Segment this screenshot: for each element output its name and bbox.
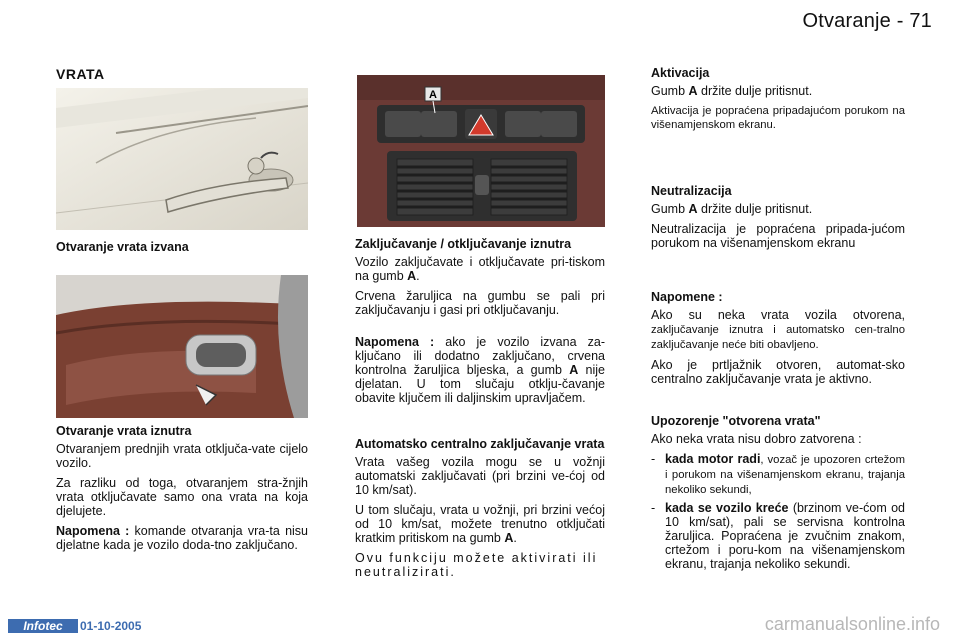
mid-note-button: A [569, 363, 579, 377]
mid-p1-button: A [407, 269, 417, 283]
mid-p5: Ovu funkciju možete aktivirati ili neutralizirati. [355, 551, 598, 579]
mid-p2: Crvena žaruljica na gumbu se pali pri zaključavanju i gasi pri otključavanju. [355, 289, 605, 317]
section-title: VRATA [56, 66, 105, 82]
heading-inside: Otvaranje vrata iznutra [56, 424, 192, 438]
list-item [651, 452, 905, 497]
mid-p1-text: Vozilo zaključavate i otključavate pri-tiskom na gumb [355, 255, 605, 283]
act-p2: Aktivacija je popraćena pripadajućom porukom na višenamjenskom ekranu. [651, 105, 905, 131]
mid-p1-end: . [416, 269, 420, 283]
heading-neutral: Neutralizacija [651, 184, 732, 198]
warn-item2-bold: kada se vozilo kreće [665, 501, 789, 515]
mid-note-label: Napomena : [355, 335, 435, 349]
exterior-handle-photo [56, 88, 308, 230]
footer-date: 01-10-2005 [80, 619, 142, 633]
neu-button: A [688, 202, 698, 216]
notes-p2: Ako je prtljažnik otvoren, automat-sko centralno zaključavanje vrata je aktivno. [651, 358, 905, 386]
mid-note [355, 335, 605, 405]
heading-auto: Automatsko centralno zaključavanje vrata [355, 437, 605, 451]
notes-p1 [651, 308, 905, 352]
heading-activation: Aktivacija [651, 66, 710, 80]
mid-p1 [355, 255, 605, 283]
neu-text: Gumb [651, 202, 689, 216]
heading-warning: Upozorenje "otvorena vrata" [651, 414, 821, 428]
warn-item1-text: , vozač je upozoren crtežom i porukom na višenamjenskom ekranu, trajanja nekoliko sekundi, [665, 454, 905, 496]
warn-item2-text: (brzinom ve-ćom od 10 km/sat), pali se servisna kontrolna žaruljica. Popraćena je zvučnim znakom, crtežom i poru-kom na višenamjenskom ekranu, trajanja nekoliko sekundi. [665, 501, 905, 571]
caption-outside: Otvaranje vrata izvana [56, 240, 189, 254]
mid-note-text: ako je vozilo izvana za-ključano ili dodatno zaključano, crvena kontrolna žaruljica bljeska, a gumb [355, 335, 605, 377]
left-note-text: komande otvaranja vra-ta nisu djelatne kada je vozilo doda-tno zaključano. [56, 524, 308, 552]
heading-lock: Zaključavanje / otključavanje iznutra [355, 237, 572, 251]
mid-p3: Vrata vašeg vozila mogu se u vožnji automatski zaključavati (pri brzini ve-ćoj od 10 km/sat). [355, 455, 605, 497]
interior-handle-photo [56, 275, 308, 418]
button-a-label: A [429, 89, 437, 101]
mid-p4-text: U tom slučaju, vrata u vožnji, pri brzini većoj od 10 km/sat, možete trenutno otključati kratkim pritiskom na gumb [355, 503, 605, 545]
list-item [651, 501, 905, 571]
warn-intro: Ako neka vrata nisu dobro zatvorena : [651, 432, 862, 446]
page-title: Otvaranje - 71 [802, 10, 932, 32]
left-p2: Za razliku od toga, otvaranjem stra-žnjih vrata otključavate samo ona vrata na koja djelujete. [56, 476, 308, 518]
mid-p4-button: A [504, 531, 514, 545]
watermark: carmanualsonline.info [764, 614, 940, 634]
infotec-logo: Infotec [8, 619, 78, 633]
act-end: držite dulje pritisnut. [697, 84, 813, 98]
heading-notes: Napomene : [651, 290, 723, 304]
warning-list [651, 452, 905, 571]
act-p1 [651, 84, 905, 98]
dashboard-photo [357, 75, 605, 227]
mid-note-end: nije djelatan. U tom slučaju otklju-čavanje obavite ključem ili daljinskim upravljačem. [355, 363, 605, 405]
list-dash: - [651, 501, 656, 515]
list-dash: - [651, 452, 656, 466]
act-text: Gumb [651, 84, 689, 98]
neu-p1 [651, 202, 905, 216]
notes-p1-small: zaključavanje iznutra i automatsko cen-tralno zaključavanje neće biti obavljeno. [651, 324, 905, 351]
notes-p1-text: Ako su neka vrata vozila otvorena, [651, 308, 905, 322]
left-note [56, 524, 308, 552]
mid-p4-end: . [513, 531, 517, 545]
warn-item1-bold: kada motor radi [665, 452, 761, 466]
act-button: A [688, 84, 698, 98]
left-p1: Otvaranjem prednjih vrata otključa-vate cijelo vozilo. [56, 442, 308, 470]
neu-p2: Neutralizacija je popraćena pripada-jućom porukom na višenamjenskom ekranu [651, 222, 905, 250]
mid-p4 [355, 503, 605, 545]
left-note-label: Napomena : [56, 524, 130, 538]
neu-end: držite dulje pritisnut. [697, 202, 813, 216]
